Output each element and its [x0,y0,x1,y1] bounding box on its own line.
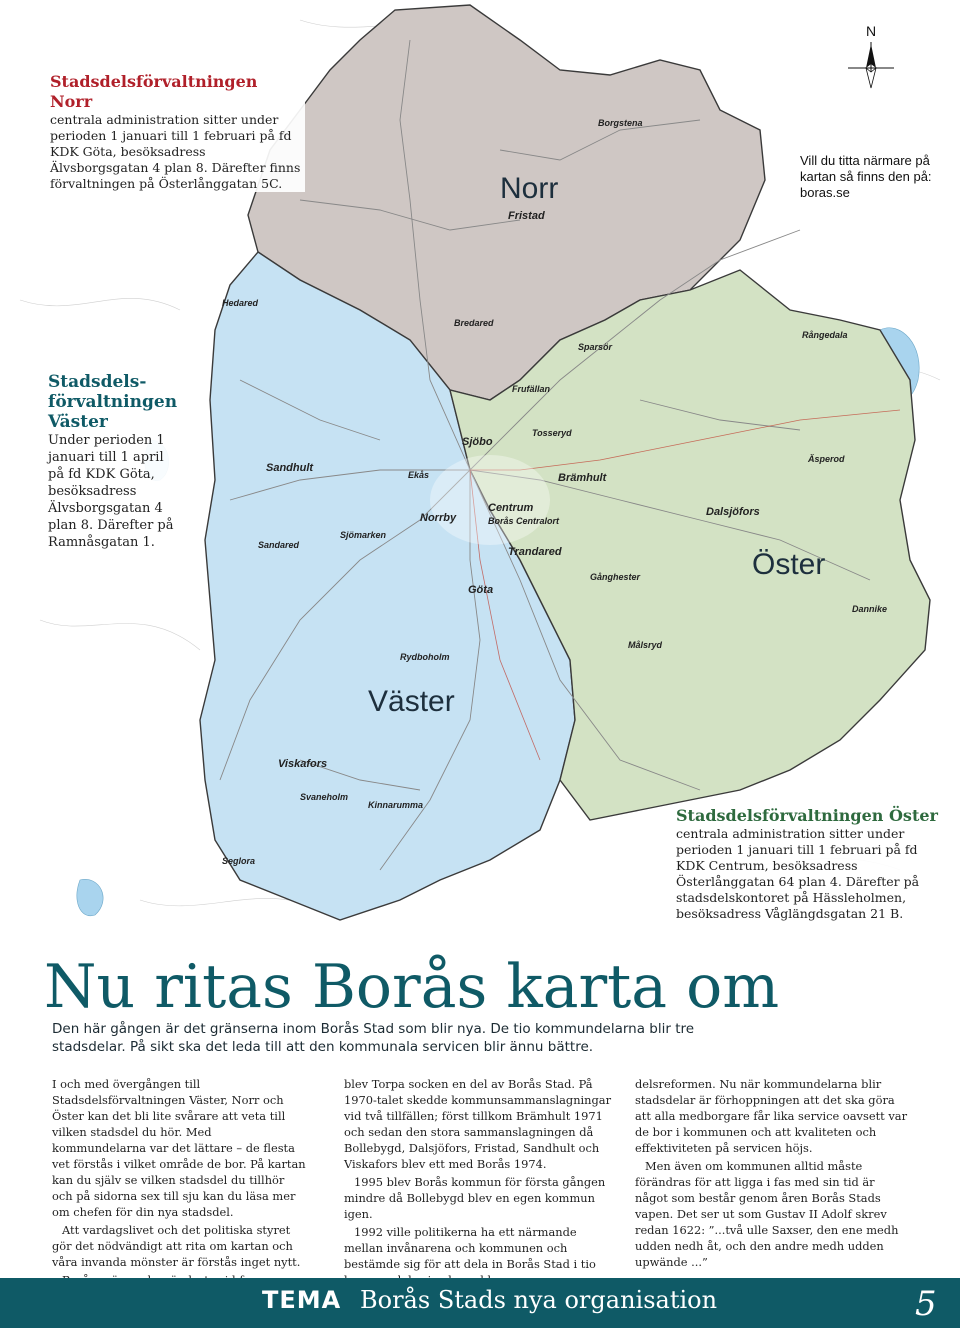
info-box-vaster-title-1: Stadsdels- [48,372,147,392]
paragraph: Men även om kommunen alltid måste förändras för att ligga i fas med sin tid är något som består genom åren Borås Stads vapen. Det ser ut som Gustav II Adolf skrev redan 1622: ”...två ulle Saxser, den ene medh udden nedh åt, och den andre medh udden upwände ...” [635,1159,899,1269]
article-column-1 [52,1076,307,1306]
place-label: Borås Centralort [488,516,560,526]
place-label: Sjömarken [340,530,387,540]
place-label: Frufällan [512,384,551,394]
district-label-norr: Norr [500,172,559,205]
place-label: Äsperod [808,454,845,464]
article-column-2 [344,1076,612,1290]
footer-tema: TEMA [262,1286,342,1314]
place-label: Göta [468,584,494,596]
info-box-norr-title: Stadsdelsförvaltningen Norr [50,72,258,111]
info-box-vaster [48,372,176,551]
place-label: Rydboholm [400,652,450,662]
place-label: Rångedala [802,330,848,340]
info-box-oster-title: Stadsdelsförvaltningen Öster [676,806,938,825]
paragraph: blev Torpa socken en del av Borås Stad. På 1970-talet skedde kommunsammanslagningar vid två tillfällen; först tillkom Brämhult 1971 och sedan den stora sammanslagningen då Bollebygd, Dalsjöfors, Fristad, Sandhult och Viskafors blev ett med Borås 1974. [344,1077,612,1171]
footer-subtitle: Borås Stads nya organisation [360,1286,718,1314]
place-label: Gånghester [590,572,641,582]
place-label: Kinnarumma [368,800,424,810]
paragraph: 1995 blev Borås kommun för första gången mindre då Bollebygd blev en egen kommun igen. [344,1175,606,1221]
info-box-vaster-text: Under perioden 1 januari till 1 april på fd KDK Göta, besöksadress Älvsborgsgatan 4 plan 8. Därefter på Ramnåsgatan 1. [48,433,174,550]
article-column-3 [635,1076,910,1272]
place-label: Bredared [454,318,494,328]
paragraph: delsreformen. Nu när kommundelarna blir stadsdelar är förhoppningen att det ska göra att alla medborgare får lika service oavsett var de bor i kommunen och att kvaliteten och effektiviteten på servicen höjs. [635,1077,908,1155]
north-arrow-icon [846,22,896,90]
place-label: Centrum [488,502,534,514]
place-label: Seglora [222,856,256,866]
article-lead: Den här gången är det gränserna inom Borås Stad som blir nya. De tio kommundelarna blir tre stadsdelar. På sikt ska det leda till att den kommunala servicen blir ännu bättre. [52,1021,695,1055]
place-label: Sjöbo [462,436,493,448]
place-label: Fristad [508,210,545,222]
info-box-vaster-title-3: Väster [48,412,108,432]
paragraph: I och med övergången till Stadsdelsförvaltningen Väster, Norr och Öster kan det bli lite svårare att veta till vilken stadsdel du hör. Med kommundelarna var det lättare – de flesta vet förstås i vilket område de bor. På kartan kan du själv se vilken stadsdel du tillhör och på sidorna sex till sju kan du läsa mer om chefen för din nya stadsdel. [52,1077,306,1219]
info-box-oster [676,806,946,922]
place-label: Brämhult [558,472,607,484]
place-label: Dannike [852,604,888,614]
info-box-vaster-title-2: förvaltningen [48,392,178,412]
place-label: Sandhult [266,462,314,474]
place-label: Ekås [408,470,430,480]
district-label-vaster: Väster [368,685,455,718]
article-headline: Nu ritas Borås karta om [44,952,780,1022]
info-box-norr-text: centrala administration sitter under perioden 1 januari till 1 februari på fd KDK Göta, besöksadress Älvsborgsgatan 4 plan 8. Därefter finns förvaltningen på Österlånggatan 5C. [50,112,301,191]
place-label: Sparsör [578,342,613,352]
info-box-norr [50,72,305,192]
place-label: Tosseryd [532,428,572,438]
info-box-oster-text: centrala administration sitter under perioden 1 januari till 1 februari på fd KDK Centrum, besöksadress Österlånggatan 64 plan 4. Därefter på stadsdelskontoret på Hässleholmen, besöksadress Våglängdsgatan 21 B. [676,826,920,921]
map-more-info: Vill du titta närmare på kartan så finns den på: boras.se [800,153,932,200]
place-label: Borgstena [598,118,643,128]
page-number: 5 [915,1284,937,1324]
compass-label: N [865,23,877,39]
place-label: Målsryd [628,640,663,650]
place-label: Sandared [258,540,300,550]
place-label: Norrby [420,512,457,524]
page-footer [0,1278,960,1328]
place-label: Trandared [508,546,562,558]
place-label: Dalsjöfors [706,506,760,518]
paragraph: Att vardagslivet och det politiska styret gör det nödvändigt att rita om kartan och våra invanda mönster är förstås inget nytt. [52,1223,301,1269]
place-label: Svaneholm [300,792,349,802]
place-label: Hedared [222,298,259,308]
place-label: Viskafors [278,758,328,770]
paragraph: 1992 ville politikerna ha ett närmande mellan invånarena och kommunen och bestämde sig för att dela in Borås Stad i tio [344,1225,596,1271]
district-label-oster: Öster [752,548,826,581]
